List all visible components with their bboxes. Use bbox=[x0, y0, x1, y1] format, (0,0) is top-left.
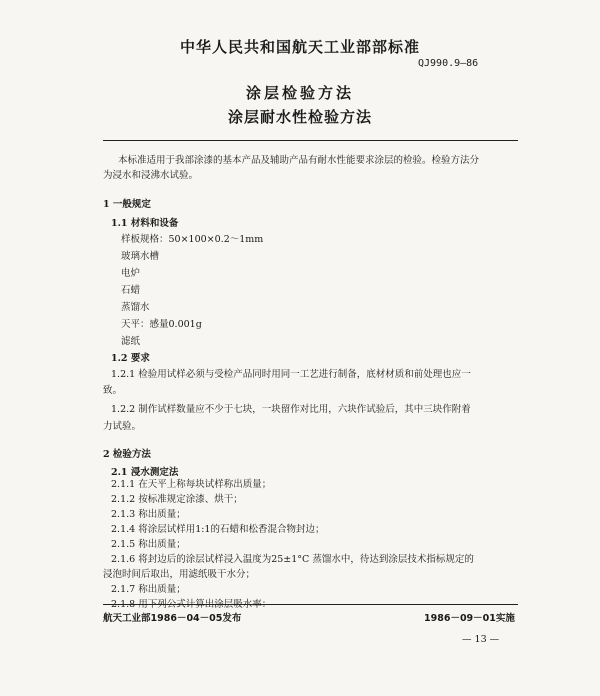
step-item: 2.1.5 称出质量； bbox=[111, 539, 186, 550]
requirement-2-line-1: 1.2.2 制作试样数量应不少于七块，一块留作对比用，六块作试验后，其中三块作附着 bbox=[111, 404, 471, 415]
step-item: 2.1.1 在天平上称每块试样称出质量； bbox=[111, 479, 272, 490]
step-item: 2.1.4 将涂层试样用1:1的石蜡和松香混合物封边； bbox=[111, 524, 325, 535]
section-1-2-heading: 1.2 要求 bbox=[111, 353, 150, 364]
document-title: 涂层检验方法 bbox=[245, 84, 354, 102]
requirement-1-line-1: 1.2.1 检验用试样必须与受检产品同时用同一工艺进行制备，底材材质和前处理也应一 bbox=[111, 369, 471, 380]
material-item: 滤纸 bbox=[121, 336, 141, 347]
document-subtitle: 涂层耐水性检验方法 bbox=[227, 108, 372, 126]
header-divider bbox=[103, 140, 518, 141]
issue-date: 航天工业部1986－04－05发布 bbox=[103, 613, 242, 624]
requirement-1-line-2: 致。 bbox=[103, 385, 123, 396]
issuer-title: 中华人民共和国航天工业部部标准 bbox=[179, 38, 420, 56]
material-item: 玻璃水槽 bbox=[121, 251, 160, 262]
step-8: 2.1.8 用下列公式计算出涂层吸水率： bbox=[111, 599, 272, 610]
section-1-1-heading: 1.1 材料和设备 bbox=[111, 218, 179, 229]
intro-line-1: 本标准适用于我部涂漆的基本产品及辅助产品有耐水性能要求涂层的检验。检验方法分 bbox=[118, 155, 480, 166]
step-7: 2.1.7 称出质量； bbox=[111, 584, 186, 595]
material-item: 蒸馏水 bbox=[121, 302, 150, 313]
standard-number: QJ990.9—86 bbox=[418, 58, 479, 69]
section-2-1-heading: 2.1 浸水测定法 bbox=[111, 467, 179, 478]
step-item: 2.1.2 按标准规定涂漆、烘干； bbox=[111, 494, 243, 505]
step-6-line-1: 2.1.6 将封边后的涂层试样浸入温度为25±1°C 蒸馏水中，待达到涂层技术指标规定的 bbox=[111, 554, 474, 565]
material-item: 样板规格：50×100×0.2～1mm bbox=[121, 234, 264, 245]
material-item: 天平：感量0.001g bbox=[121, 319, 202, 330]
material-item: 石蜡 bbox=[121, 285, 141, 296]
effective-date: 1986－09－01实施 bbox=[424, 613, 515, 624]
section-1-heading: 1 一般规定 bbox=[103, 199, 151, 210]
page-number: — 13 — bbox=[462, 634, 500, 645]
step-item: 2.1.3 称出质量； bbox=[111, 509, 186, 520]
requirement-2-line-2: 力试验。 bbox=[103, 421, 142, 432]
material-item: 电炉 bbox=[121, 268, 141, 279]
intro-line-2: 为浸水和浸沸水试验。 bbox=[103, 170, 199, 181]
section-2-heading: 2 检验方法 bbox=[103, 449, 151, 460]
step-6-line-2: 浸泡时间后取出，用滤纸吸干水分； bbox=[103, 569, 256, 580]
